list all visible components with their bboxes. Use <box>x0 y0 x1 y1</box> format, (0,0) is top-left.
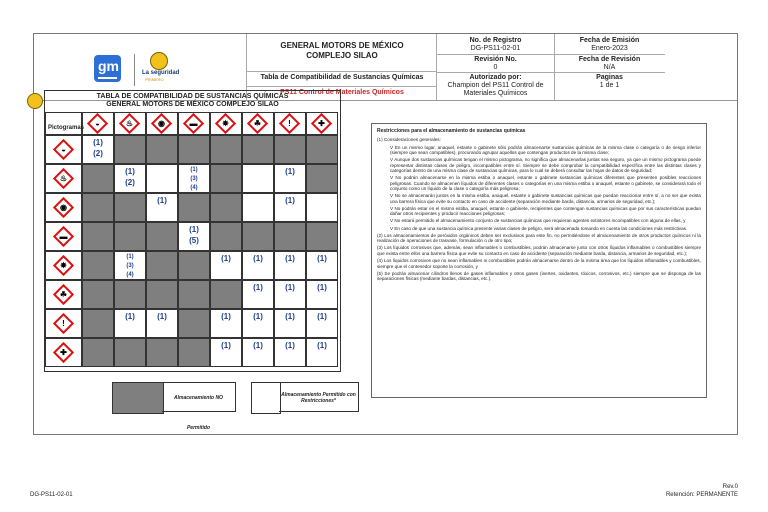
restriction-ref: (1) <box>285 283 295 292</box>
row-header <box>45 280 82 309</box>
matrix-cell <box>210 280 242 309</box>
company-name: GENERAL MOTORS DE MÉXICO <box>280 41 404 50</box>
matrix-cell <box>82 338 114 367</box>
restriction-item: (4) Los líquidos corrosivos que no sean inflamables ni combustibles podrán almacenarse dentro de la misma área que los líquidos inflamables y combustibles, siempre que el contenedor soporte la corrosión, y <box>377 258 701 269</box>
header-info <box>436 34 665 100</box>
matrix-cell <box>274 193 306 222</box>
matrix-cell <box>242 193 274 222</box>
flame-icon: ♨ <box>119 112 140 133</box>
seguridad-small-icon <box>27 93 43 109</box>
corrosion-icon: ▬ <box>183 112 204 133</box>
gm-logo <box>94 55 121 82</box>
legend-no-permitido-swatch <box>112 382 164 414</box>
flame-circle-icon: ◉ <box>151 112 172 133</box>
restriction-ref: (1) <box>317 341 327 350</box>
matrix-cell <box>210 338 242 367</box>
matrix-cell <box>306 164 338 193</box>
matrix-cell <box>242 338 274 367</box>
matrix-cell <box>274 338 306 367</box>
restriction-item: V En caso de que una sustancia química presente varias clases de peligro, será almacenada tomando en cuenta las condiciones más restrictivas. <box>390 225 688 231</box>
health-hazard-icon: ✚ <box>311 112 332 133</box>
restrictions-list <box>377 137 701 281</box>
restriction-ref: (1) <box>189 225 199 234</box>
restriction-item: (5) Se podrán almacenar cilindros llenos de gases inflamables y otros gases (inertes, oxidantes, tóxicos, corrosivos, etc.) siempre que se disponga de las separaciones físicas (mediante bardas, distancias, etc.). <box>377 270 701 282</box>
column-header <box>210 112 242 135</box>
restriction-ref: (4) <box>190 185 198 191</box>
restriction-ref: (4) <box>126 272 134 278</box>
matrix-cell <box>178 280 210 309</box>
matrix-cell <box>306 222 338 251</box>
restriction-ref: (5) <box>189 236 199 245</box>
restriction-ref: (1) <box>285 167 295 176</box>
restriction-ref: (1) <box>253 283 263 292</box>
matrix-cell <box>178 309 210 338</box>
restriction-item: V No se almacenarán juntos en la misma estiba, anaquel, estante o gabinete sustancias químicas que puedan reaccionar entre sí, a no ser que exista una barrera física que evite su contacto en caso de accidente (separación mediante barda, distancia, armarios de seguridad, etc.); <box>390 193 701 204</box>
column-header <box>178 112 210 135</box>
matrix-cell <box>210 251 242 280</box>
row-header <box>45 164 82 193</box>
gas-icon: ◒ <box>87 112 108 133</box>
matrix-cell <box>210 135 242 164</box>
company-title <box>247 41 437 61</box>
seguridad-logo-text: La seguridad <box>142 70 180 76</box>
logo-divider <box>134 54 135 86</box>
footer-rev: Rev.0 <box>722 484 738 490</box>
restriction-ref: (1) <box>190 167 198 173</box>
matrix-cell <box>306 338 338 367</box>
restriction-ref: (1) <box>253 312 263 321</box>
seguridad-emblem-icon <box>150 52 168 70</box>
restriction-ref: (1) <box>157 312 167 321</box>
restriction-ref: (3) <box>190 176 198 182</box>
restriction-item: V No estará permitido el almacenamiento conjunto de sustancias químicas que requieran agentes extintores incompatibles con alguna de ellas, y <box>390 218 686 224</box>
matrix-cell <box>146 164 178 193</box>
environment-icon: ☘ <box>247 112 268 133</box>
restriction-ref: (1) <box>221 254 231 263</box>
restriction-ref: (1) <box>125 312 135 321</box>
flame-icon: ♨ <box>52 167 73 188</box>
doc-title: Tabla de Compatibilidad de Sustancias Químicas <box>247 71 437 87</box>
compatibility-matrix <box>44 90 341 372</box>
matrix-cell <box>242 222 274 251</box>
corrosion-icon: ▬ <box>52 225 73 246</box>
matrix-cell <box>114 222 146 251</box>
matrix-cell <box>146 309 178 338</box>
matrix-cell <box>306 135 338 164</box>
row-header <box>45 135 82 164</box>
matrix-cell <box>114 309 146 338</box>
gm-logo-text: gm <box>98 55 117 79</box>
matrix-title-line1: TABLA DE COMPATIBILIDAD DE SUSTANCIAS QUÍMICAS <box>96 93 289 100</box>
restriction-ref: (1) <box>253 254 263 263</box>
matrix-cell <box>274 222 306 251</box>
matrix-cell <box>242 164 274 193</box>
complex-name: COMPLEJO SILAO <box>306 51 378 60</box>
matrix-cell <box>274 309 306 338</box>
column-header <box>82 112 114 135</box>
restriction-item: V No podrán estar en el mismo estiba, anaquel, estante o gabinete, recipientes que contengan sustancias químicas que por sus características puedan dañar otros recipientes y producir reacciones peligrosas; <box>390 205 701 217</box>
restriction-ref: (1) <box>285 341 295 350</box>
matrix-cell <box>114 164 146 193</box>
fecha-revision-cell: Fecha de Revisión N/A <box>578 56 641 71</box>
matrix-cell <box>82 251 114 280</box>
row-header <box>45 222 82 251</box>
pictogramas-header <box>45 112 85 135</box>
matrix-cell <box>306 251 338 280</box>
matrix-cell <box>114 193 146 222</box>
footer-right <box>666 483 738 499</box>
restriction-ref: (1) <box>317 283 327 292</box>
matrix-cell <box>82 222 114 251</box>
restriction-item: (2) Los almacenamientos de peróxidos orgánicos deben ser exclusivos para este fin, no permitiéndose el almacenamiento de otros productos químicos ni la realización de operaciones de trasvase, formulación o de otro tipo; <box>377 232 701 244</box>
matrix-cell <box>146 135 178 164</box>
matrix-cell <box>306 280 338 309</box>
restriction-ref: (1) <box>285 196 295 205</box>
matrix-cell <box>114 280 146 309</box>
restrictions-title: Restricciones para el almacenamiento de sustancias químicas <box>377 128 526 134</box>
matrix-cell <box>274 280 306 309</box>
matrix-cell <box>146 251 178 280</box>
matrix-cell <box>82 164 114 193</box>
restriction-ref: (1) <box>285 312 295 321</box>
restriction-ref: (1) <box>221 312 231 321</box>
matrix-cell <box>146 222 178 251</box>
restriction-item: V No podrán almacenarse en la misma estiba o anaquel, estante o gabinete sustancias químicas diferentes que presenten posibles reacciones peligrosas. Cuando se almacenen líquidos de diferentes clases o categorías en una misma estiba o anaquel, estante o gabinete, se considerará todo el conjunto como un líquido de la clase o categoría más peligrosa; <box>390 175 701 192</box>
restriction-item: V En un mismo lugar, anaquel, estante o gabinete sólo podrán almacenarse sustancias químicas de la misma clase o categoría o de riesgo inferior (siempre que sean compatibles), procurando agrupar aquellos que contengan productos de la misma clase; <box>390 144 701 156</box>
matrix-cell <box>210 222 242 251</box>
matrix-cell <box>274 251 306 280</box>
bomb-icon: ✸ <box>215 112 236 133</box>
footer-retencion: Retención: PERMANENTE <box>665 492 738 498</box>
restriction-ref: (3) <box>126 263 134 269</box>
flame-circle-icon: ◉ <box>52 196 73 217</box>
bomb-icon: ✸ <box>52 254 73 275</box>
row-header <box>45 338 82 367</box>
matrix-cell <box>274 135 306 164</box>
matrix-cell <box>146 280 178 309</box>
legend-permitido-swatch <box>251 382 281 414</box>
legend-no-permitido-label: Almacenamiento NO Permitido <box>162 382 236 412</box>
matrix-cell <box>82 309 114 338</box>
restriction-item: (3) Los líquidos corrosivos que, además, sean inflamables o combustibles, podrán almacenarse junto con otros líquidos inflamables o combustibles siempre que exista entre ellos una barrera física que evite su contacto en caso de accidente (separación mediante barda, distancia, armarios de seguridad, etc.); <box>377 245 701 256</box>
column-header <box>242 112 274 135</box>
matrix-cell <box>178 338 210 367</box>
matrix-cell <box>242 280 274 309</box>
matrix-cell <box>178 193 210 222</box>
row-header <box>45 193 82 222</box>
matrix-cell <box>210 193 242 222</box>
health-hazard-icon: ✚ <box>52 341 73 362</box>
restriction-ref: (1) <box>221 341 231 350</box>
doc-subtitle: PS11 Control de Materiales Químicos <box>247 86 437 101</box>
exclamation-icon: ! <box>279 112 300 133</box>
matrix-cell <box>114 251 146 280</box>
matrix-cell <box>210 309 242 338</box>
matrix-cell <box>146 193 178 222</box>
restrictions-box <box>371 123 707 398</box>
restriction-item: V Aunque dos sustancias químicas tengan el mismo pictograma, no significa que almacenarlas juntas sea seguro, ya que un mismo pictograma puede representar distintas clases de peligro, incompatibles entre sí. Siempre se debe comprobar la compatibilidad específica entre las distintas clases y categorías dentro de una misma clase de sustancias químicas, para lo cual se deberá consultar las hojas de datos de seguridad; <box>390 157 701 174</box>
legend-permitido-label: Almacenamiento Permitido con Restricciones* <box>279 382 359 412</box>
emision-cell: Fecha de Emisión Enero-2023 <box>579 37 640 52</box>
matrix-cell <box>178 222 210 251</box>
environment-icon: ☘ <box>52 283 73 304</box>
column-header <box>274 112 306 135</box>
footer-code: DG-PS11-02-01 <box>30 492 73 498</box>
restriction-ref: (2) <box>93 149 103 158</box>
seguridad-logo-sub: PRIMERO <box>145 77 164 82</box>
restriction-ref: (1) <box>253 341 263 350</box>
matrix-cell <box>306 193 338 222</box>
restriction-ref: (2) <box>125 178 135 187</box>
seguridad-logo <box>142 52 180 82</box>
matrix-cell <box>114 135 146 164</box>
autorizado-cell: Autorizado por: Champion del PS11 Control de Materiales Químicos <box>447 74 544 97</box>
matrix-cell <box>146 338 178 367</box>
column-header <box>114 112 146 135</box>
matrix-cell <box>274 164 306 193</box>
paginas-cell: Paginas 1 de 1 <box>596 74 623 89</box>
matrix-cell <box>178 164 210 193</box>
restriction-ref: (1) <box>317 312 327 321</box>
row-header <box>45 309 82 338</box>
gas-icon: ◒ <box>52 138 73 159</box>
restriction-ref: (1) <box>126 254 134 260</box>
matrix-cell <box>242 251 274 280</box>
matrix-cell <box>82 193 114 222</box>
matrix-cell <box>242 135 274 164</box>
restriction-ref: (1) <box>157 196 167 205</box>
matrix-cell <box>242 309 274 338</box>
restriction-ref: (1) <box>285 254 295 263</box>
row-header <box>45 251 82 280</box>
matrix-cell <box>178 135 210 164</box>
column-header <box>306 112 338 135</box>
restriction-ref: (1) <box>125 167 135 176</box>
matrix-title-line2: GENERAL MOTORS DE MÉXICO COMPLEJO SILAO <box>106 101 279 108</box>
matrix-cell <box>178 251 210 280</box>
matrix-cell <box>82 135 114 164</box>
matrix-cell <box>82 280 114 309</box>
column-header <box>146 112 178 135</box>
restriction-ref: (1) <box>93 138 103 147</box>
registro-cell: No. de Registro DG-PS11-02-01 <box>469 37 522 52</box>
matrix-cell <box>210 164 242 193</box>
restriction-ref: (1) <box>317 254 327 263</box>
matrix-cell <box>306 309 338 338</box>
matrix-title <box>45 93 340 109</box>
revision-cell: Revisión No. 0 <box>474 56 517 71</box>
matrix-cell <box>114 338 146 367</box>
restriction-item: (1) Consideraciones generales: <box>377 137 441 143</box>
pictogramas-label: Pictogramas <box>48 125 85 131</box>
exclamation-icon: ! <box>52 312 73 333</box>
